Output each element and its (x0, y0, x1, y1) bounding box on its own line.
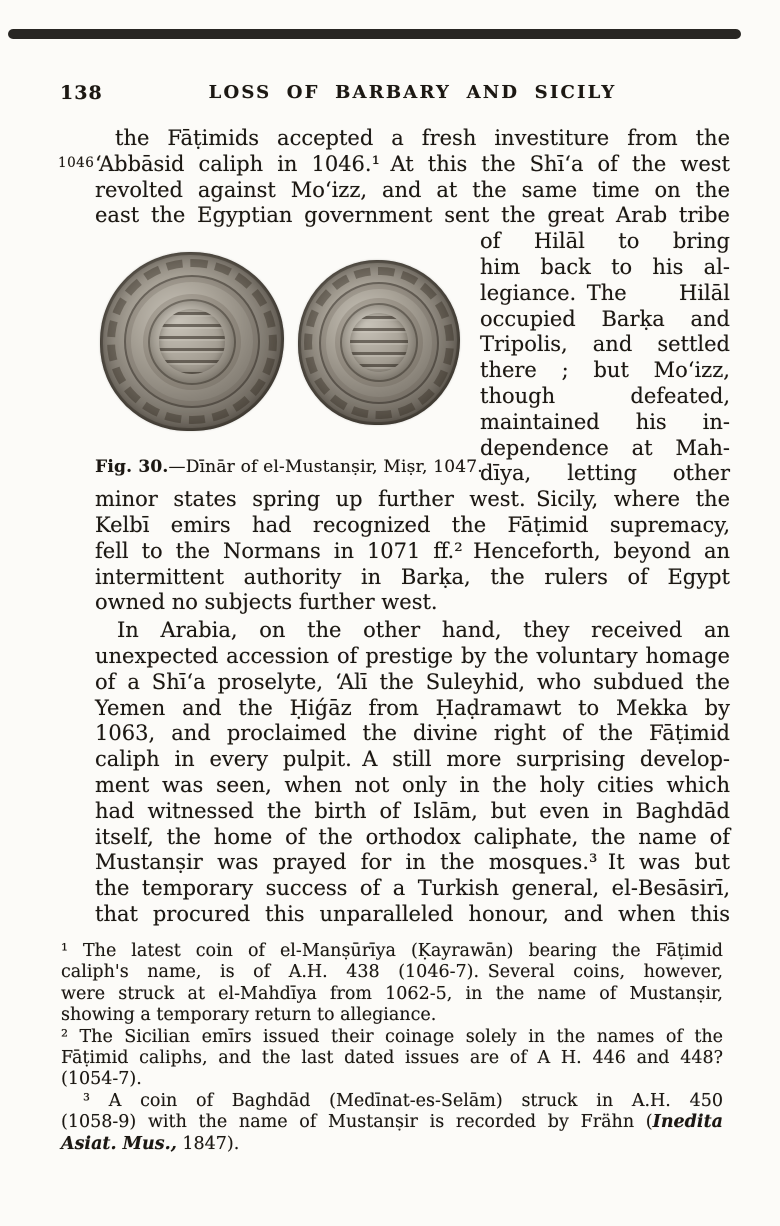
text-line: In Arabia, on the other hand, they received an (117, 618, 730, 643)
text-line: east the Egyptian government sent the great Arab tribe (95, 203, 730, 228)
text-line: ² The Sicilian emīrs issued their coinage solely in the names of the (61, 1026, 723, 1047)
coin-legend-ring (304, 267, 453, 419)
footnote-1 (61, 941, 723, 1027)
text-line: dīya, letting other (480, 461, 730, 486)
coin-inscription (350, 313, 408, 372)
text-line (61, 1112, 723, 1133)
coin-legend-ring (107, 259, 276, 424)
footnote-2 (61, 1027, 723, 1091)
coin-reverse-image (298, 260, 460, 425)
footnote-3-citation: Asiat. Mus., (61, 1133, 177, 1154)
text-line: Mustanṣir was prayed for in the mosques.³ It was but (95, 850, 730, 875)
figure-caption-text: —Dīnār of el-Mustanṣir, Miṣr, 1047. (168, 457, 483, 478)
paragraph-2 (95, 618, 730, 928)
paragraph-1-continued (95, 229, 730, 616)
text-line: itself, the home of the orthodox caliphate, the name of (95, 824, 730, 849)
text-line: Yemen and the Ḥiǵāz from Ḥaḍramawt to Mekka by (95, 695, 730, 720)
coin-obverse-image (100, 252, 284, 431)
text-line: ment was seen, when not only in the holy cities which (95, 772, 730, 797)
text-line: ‘Abbāsid caliph in 1046.¹ At this the Shī‘a of the west (95, 151, 730, 176)
text-line: revolted against Mo‘izz, and at the same time on the (95, 177, 730, 202)
coin-inscription (159, 309, 225, 373)
text-line: occupied Barḳa and (480, 306, 730, 331)
footnotes-block (61, 941, 723, 1155)
text-line: (1054-7). (61, 1069, 142, 1090)
footnote-3-text: (1058-9) with the name of Mustanṣir is recorded by Frähn ( (61, 1112, 653, 1133)
text-line: caliph's name, is of A.H. 438 (1046-7). Several coins, however, (61, 962, 723, 983)
text-line: the temporary success of a Turkish general, el-Besāsirī, (95, 876, 730, 901)
body-text (95, 126, 730, 928)
figure-caption (89, 455, 489, 481)
text-line: owned no subjects further west. (95, 590, 438, 615)
text-line: Tripolis, and settled (480, 332, 730, 357)
text-line: 1063, and proclaimed the divine right of the Fāṭimid (95, 721, 730, 746)
text-line: maintained his in- (480, 409, 730, 434)
text-line (61, 1134, 723, 1155)
text-line: fell to the Normans in 1071 ff.² Henceforth, beyond an (95, 538, 730, 563)
text-line: him back to his al- (480, 254, 730, 279)
text-line: intermittent authority in Barḳa, the rulers of Egypt (95, 564, 730, 589)
text-line: unexpected accession of prestige by the voluntary homage (95, 643, 730, 668)
text-line: Kelbī emirs had recognized the Fāṭimid supremacy, (95, 512, 730, 537)
text-line: dependence at Mah- (480, 435, 730, 460)
text-line: of Hilāl to bring (480, 229, 730, 254)
figure-caption-label: Fig. 30. (95, 457, 169, 478)
text-line: ³ A coin of Baghdād (Medīnat-es-Selām) struck in A.H. 450 (83, 1090, 723, 1111)
footnote-3-text: 1847). (176, 1133, 240, 1154)
text-line: ¹ The latest coin of el-Manṣūrīya (Ḳayrawān) bearing the Fāṭimid (61, 941, 723, 961)
page-number: 138 (60, 82, 103, 104)
footnote-3 (61, 1091, 723, 1155)
text-line: had witnessed the birth of Islām, but even in Baghdād (95, 798, 730, 823)
text-line: were struck at el-Mahdīya from 1062-5, in the name of Mustanṣir, (61, 983, 723, 1004)
text-line: showing a temporary return to allegiance. (61, 1005, 437, 1026)
text-line: minor states spring up further west. Sicily, where the (95, 487, 730, 512)
text-line: the Fāṭimids accepted a fresh investiture from the (115, 126, 730, 150)
margin-year-note: 1046 (58, 155, 95, 171)
coin-photos (95, 229, 480, 432)
text-line: caliph in every pulpit. A still more surprising develop- (95, 747, 730, 772)
paragraph-1 (95, 126, 730, 229)
text-line: of a Shī‘a proselyte, ‘Alī the Suleyhid, who subdued the (95, 669, 730, 694)
text-line: though defeated, (480, 383, 730, 408)
text-line: there ; but Mo‘izz, (480, 358, 730, 383)
text-line: Fāṭimid caliphs, and the last dated issues are of A H. 446 and 448? (61, 1048, 723, 1069)
figure-dinar-coins (95, 229, 483, 478)
text-line: that procured this unparalleled honour, and when this (95, 901, 730, 926)
text-line: legiance. The Hilāl (480, 280, 730, 305)
scan-artifact-bar (8, 29, 741, 39)
footnote-3-citation: Inedita (652, 1112, 723, 1133)
running-header-title: LOSS OF BARBARY AND SICILY (208, 82, 617, 103)
